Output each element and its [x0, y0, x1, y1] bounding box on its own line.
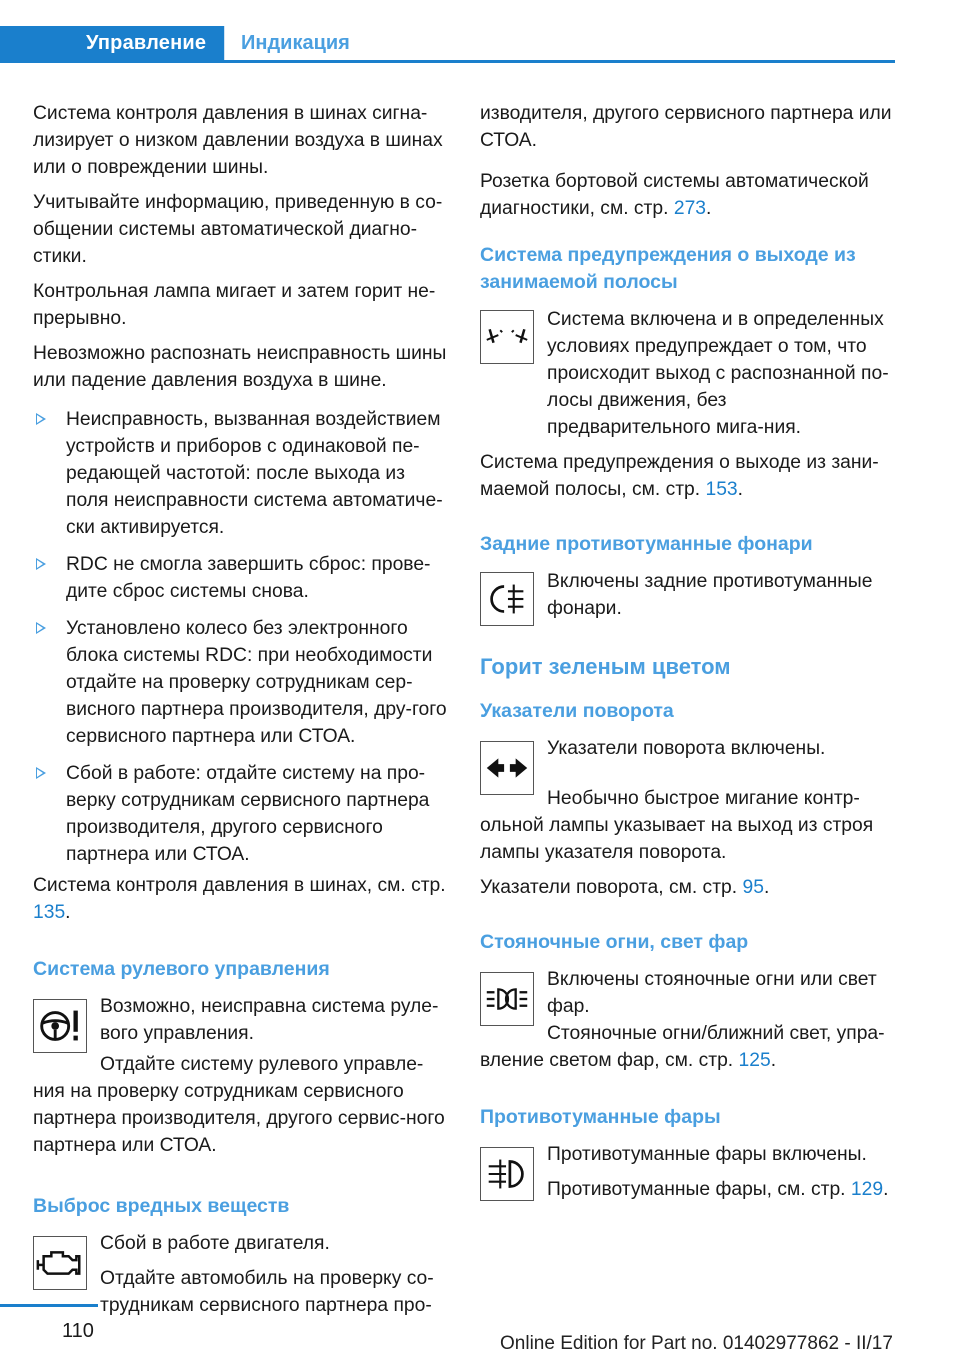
page-header — [0, 0, 960, 62]
paragraph: Указатели поворота включены. — [547, 738, 826, 759]
bullet-triangle-icon — [36, 622, 46, 634]
lane-departure-icon — [480, 310, 534, 364]
section-heading: Выброс вредных веществ — [33, 1195, 290, 1217]
paragraph-text: Розетка бортовой системы автоматической диагностики, см. стр. — [480, 171, 869, 219]
paragraph: Необычно быстрое мигание контр-ольной лампы указывает на выход из строя лампы указателя поворота. — [480, 788, 874, 863]
section-heading: Указатели поворота — [480, 700, 674, 722]
indicator-block — [480, 1141, 895, 1203]
section-heading: Система рулевого управления — [33, 958, 330, 980]
paragraph: Сбой в работе двигателя. — [100, 1233, 330, 1254]
turn-signal-icon — [480, 741, 534, 795]
paragraph: Розетка бортовой системы автоматической диагностики, см. стр. 273. — [480, 171, 869, 219]
page-number: 110 — [62, 1320, 94, 1342]
list-item-text: Сбой в работе: отдайте систему на про-верку сотрудникам сервисного партнера производителя, другого сервисного партнера или СТОА. — [66, 763, 430, 865]
list-item — [33, 760, 449, 868]
list-item-text: Неисправность, вызванная воздействием устройств и приборов с одинаковой пе-редающей частотой: после выхода из поля неисправности система автоматиче-ски активируется. — [66, 409, 443, 538]
indicator-block — [33, 993, 449, 1051]
parking-lights-icon — [480, 972, 534, 1026]
section-heading: Противотуманные фары — [480, 1106, 721, 1128]
paragraph-text: Указатели поворота, см. стр. — [480, 877, 738, 898]
page-link[interactable]: 273 — [673, 198, 707, 219]
section-heading: Стояночные огни, свет фар — [480, 931, 749, 953]
paragraph: Система контроля давления в шинах сигна-лизирует о низком давлении воздуха в шинах или о повреждении шины. — [33, 103, 443, 178]
footer-rule — [0, 1304, 98, 1307]
page-link[interactable]: 135 — [33, 902, 66, 923]
paragraph: Включены стояночные огни или свет фар. — [547, 969, 877, 1017]
list-item — [33, 615, 449, 750]
page-link[interactable]: 125 — [738, 1050, 771, 1071]
paragraph-text: Система контроля давления в шинах, см. стр. — [33, 875, 446, 896]
paragraph: Система контроля давления в шинах, см. стр. 135. — [33, 875, 446, 923]
paragraph-text: Противотуманные фары, см. стр. — [547, 1179, 846, 1200]
tab-controls-label: Управление — [86, 32, 207, 54]
indicator-block — [480, 735, 895, 793]
paragraph: Отдайте систему рулевого управле-ния на проверку сотрудникам сервисного партнера производителя, другого сервис-ного партнера или СТОА. — [33, 1054, 445, 1156]
paragraph: Контрольная лампа мигает и затем горит не-прерывно. — [33, 281, 436, 329]
front-fog-light-icon — [480, 1147, 534, 1201]
steering-warning-icon — [33, 999, 87, 1053]
paragraph: Указатели поворота, см. стр. 95. — [480, 877, 770, 898]
indicator-block — [480, 966, 895, 1024]
section-heading: Система предупреждения о выходе из занимаемой полосы — [480, 244, 856, 293]
list-item-text: Установлено колесо без электронного блока системы RDC: при необходимости отдайте на проверку сотрудникам сер-висного партнера производителя, дру-гого сервисного партнера или СТОА. — [66, 618, 447, 747]
paragraph — [480, 306, 895, 441]
paragraph: изводителя, другого сервисного партнера или СТОА. — [480, 103, 892, 151]
paragraph: Учитывайте информацию, приведенную в со-общении системы автоматической диагно-стики. — [33, 192, 443, 267]
page-link[interactable]: 95 — [742, 877, 764, 898]
paragraph: Система предупреждения о выходе из зани-маемой полосы, см. стр. 153. — [480, 452, 879, 500]
paragraph: Включены задние противотуманные фонари. — [547, 571, 873, 619]
indicator-block — [480, 306, 895, 441]
bullet-triangle-icon — [36, 413, 46, 425]
page-link[interactable]: 129 — [850, 1179, 884, 1200]
left-column — [33, 100, 449, 1327]
paragraph: Противотуманные фары, см. стр. 129. — [547, 1179, 889, 1200]
bullet-triangle-icon — [36, 558, 46, 570]
paragraph: Противотуманные фары включены. — [547, 1144, 867, 1165]
paragraph: Отдайте автомобиль на проверку со-трудникам сервисного партнера про- — [100, 1268, 434, 1316]
bullet-triangle-icon — [36, 767, 46, 779]
edition-footer: Online Edition for Part no. 01402977862 - II/17 — [500, 1333, 893, 1354]
tab-divider — [224, 26, 225, 60]
paragraph: Невозможно распознать неисправность шины или падение давления воздуха в шине. — [33, 343, 447, 391]
list-item — [33, 406, 449, 541]
tab-indicators[interactable]: Индикация — [241, 32, 350, 54]
check-engine-icon — [33, 1236, 87, 1290]
indicator-block — [480, 568, 895, 626]
paragraph-text: Система включена и в определенных условиях предупреждает о том, что происходит выход с распознанной по-лосы движения, без предварительного мига-ния. — [547, 309, 889, 438]
paragraph-text: Стояночные огни/ближний свет, упра-вление светом фар, см. стр. — [480, 1023, 885, 1071]
paragraph-text: Система предупреждения о выходе из зани-маемой полосы, см. стр. — [480, 452, 879, 500]
header-rule — [0, 60, 895, 63]
paragraph: Стояночные огни/ближний свет, упра-вление светом фар, см. стр. 125. — [480, 1023, 885, 1071]
tab-controls[interactable] — [0, 26, 224, 60]
right-column — [480, 100, 895, 1211]
section-heading: Горит зеленым цветом — [480, 654, 731, 679]
rear-fog-light-icon — [480, 572, 534, 626]
list-item-text: RDC не смогла завершить сброс: прове-дите сброс системы снова. — [66, 554, 431, 602]
page-link[interactable]: 153 — [705, 479, 738, 500]
list-item — [33, 551, 449, 605]
paragraph: Возможно, неисправна система руле-вого управления. — [100, 996, 439, 1044]
section-heading: Задние противотуманные фонари — [480, 533, 813, 555]
